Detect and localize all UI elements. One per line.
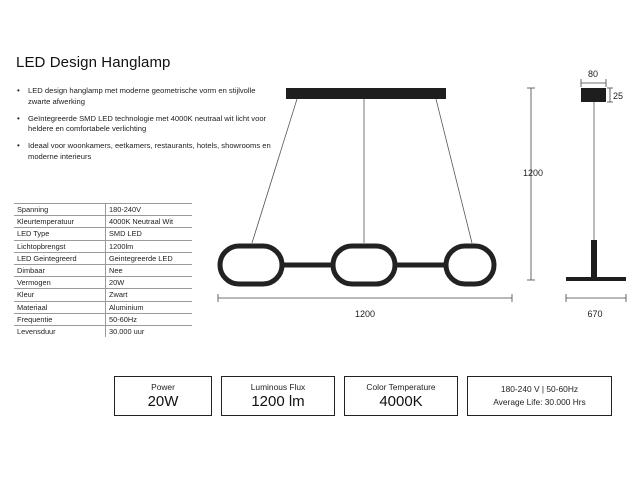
feature-item: • Ideaal voor woonkamers, eetkamers, restaurants, hotels, showrooms en moderne interieurs: [16, 141, 276, 163]
spec-label: Frequentie: [14, 313, 106, 325]
lamp-loop-center: [333, 246, 395, 284]
spec-label: Lichtopbrengst: [14, 240, 106, 252]
highlight-box-flux: [221, 376, 335, 416]
spec-value: 1200lm: [106, 240, 193, 252]
spec-value: 4000K Neutraal Wit: [106, 216, 193, 228]
lifetime-info-line: Average Life: 30.000 Hrs: [493, 397, 586, 407]
dimension-height-label: 1200: [522, 168, 544, 178]
highlight-box-color-temperature: [344, 376, 458, 416]
spec-value: Aluminium: [106, 301, 193, 313]
feature-item: • LED design hanglamp met moderne geometrische vorm en stijlvolle zwarte afwerking: [16, 86, 276, 108]
suspension-wire-left: [252, 99, 297, 243]
spec-label: Vermogen: [14, 277, 106, 289]
side-stem: [591, 240, 597, 280]
spec-value: 30.000 uur: [106, 325, 193, 337]
lamp-body: [220, 246, 494, 284]
dimension-width-label: 1200: [354, 309, 376, 319]
electrical-info-line: 180-240 V | 50-60Hz: [500, 384, 579, 394]
suspension-wire-right: [436, 99, 472, 243]
spec-value: 180-240V: [106, 204, 193, 216]
lamp-canopy: [286, 88, 446, 99]
dimension-side-width-label: 670: [587, 309, 603, 319]
highlight-label: Power: [151, 381, 175, 392]
dimension-canopy-width: [581, 79, 606, 87]
highlight-box-power: [114, 376, 212, 416]
feature-item: • Geïntegreerde SMD LED technologie met 4000K neutraal wit licht voor heldere en comfortabele verlichting: [16, 114, 276, 136]
spec-label: LED Type: [14, 228, 106, 240]
spec-label: Dimbaar: [14, 264, 106, 276]
spec-label: Spanning: [14, 204, 106, 216]
spec-label: LED Geintegreerd: [14, 252, 106, 264]
spec-label: Kleurtemperatuur: [14, 216, 106, 228]
electrical-info-box: [467, 376, 612, 416]
dimension-canopy-width-label: 80: [587, 69, 599, 79]
side-body: [566, 277, 626, 281]
lamp-loop-right: [446, 246, 494, 284]
product-title: LED Design Hanglamp: [16, 54, 171, 71]
spec-label: Levensduur: [14, 325, 106, 337]
dimension-width: [218, 294, 512, 302]
highlight-value: 4000K: [379, 392, 423, 410]
spec-value: Geintegreerde LED: [106, 252, 193, 264]
highlight-label: Color Temperature: [366, 381, 436, 392]
spec-value: SMD LED: [106, 228, 193, 240]
highlight-label: Luminous Flux: [250, 381, 306, 392]
dimension-height: [527, 88, 535, 280]
side-canopy: [581, 88, 606, 102]
dimension-canopy-height-label: 25: [613, 91, 624, 101]
spec-label: Materiaal: [14, 301, 106, 313]
dimension-side-width: [566, 294, 626, 302]
spec-value: 20W: [106, 277, 193, 289]
spec-value: 50-60Hz: [106, 313, 193, 325]
lamp-loop-left: [220, 246, 282, 284]
spec-value: Nee: [106, 264, 193, 276]
highlight-value: 20W: [147, 392, 179, 410]
spec-label: Kleur: [14, 289, 106, 301]
highlight-value: 1200 lm: [251, 392, 305, 410]
highlight-boxes: [114, 376, 612, 416]
spec-value: Zwart: [106, 289, 193, 301]
